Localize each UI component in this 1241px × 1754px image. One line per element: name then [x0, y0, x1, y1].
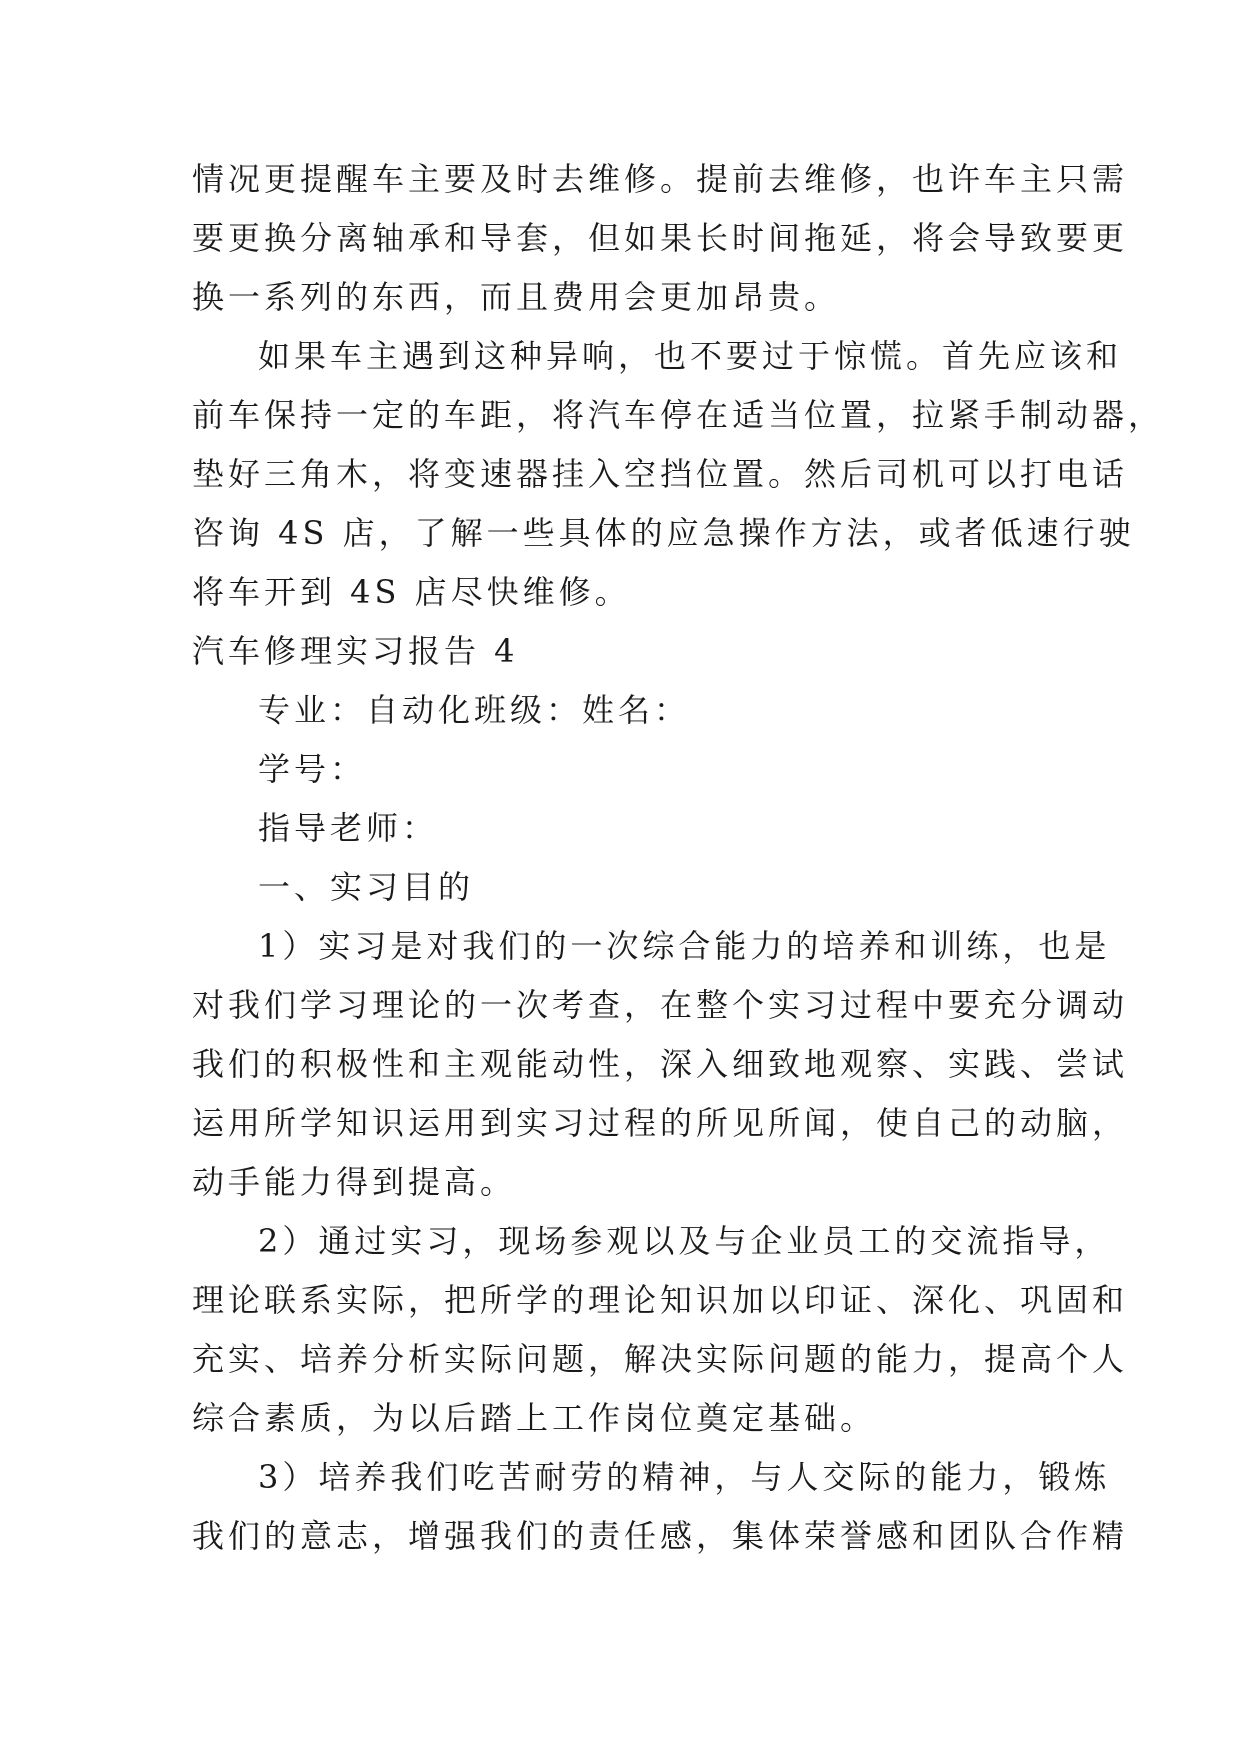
field-line-major: 专业：自动化班级：姓名： [258, 691, 691, 729]
paragraph-line: 2）通过实习，现场参观以及与企业员工的交流指导， [258, 1222, 1111, 1260]
field-line-student-id: 学号： [258, 750, 367, 788]
paragraph-line: 对我们学习理论的一次考查，在整个实习过程中要充分调动 [192, 986, 1129, 1024]
paragraph-line: 充实、培养分析实际问题，解决实际问题的能力，提高个人 [192, 1340, 1129, 1378]
document-body [192, 150, 1165, 1566]
paragraph-line: 综合素质，为以后踏上工作岗位奠定基础。 [192, 1399, 877, 1437]
paragraph-line: 垫好三角木，将变速器挂入空挡位置。然后司机可以打电话 [192, 455, 1129, 493]
paragraph-line: 要更换分离轴承和导套，但如果长时间拖延，将会导致要更 [192, 219, 1129, 257]
paragraph-line: 换一系列的东西，而且费用会更加昂贵。 [192, 278, 841, 316]
paragraph-line: 我们的积极性和主观能动性，深入细致地观察、实践、尝试 [192, 1045, 1129, 1083]
paragraph-line: 情况更提醒车主要及时去维修。提前去维修，也许车主只需 [192, 160, 1129, 198]
field-line-advisor: 指导老师： [258, 809, 439, 847]
paragraph-line: 咨询 4S 店，了解一些具体的应急操作方法，或者低速行驶 [192, 514, 1135, 552]
paragraph-line: 理论联系实际，把所学的理论知识加以印证、深化、巩固和 [192, 1281, 1129, 1319]
paragraph-line: 运用所学知识运用到实习过程的所见所闻，使自己的动脑， [192, 1104, 1129, 1142]
paragraph-line: 动手能力得到提高。 [192, 1163, 517, 1201]
section-title: 汽车修理实习报告 4 [192, 632, 519, 670]
paragraph-line: 1）实习是对我们的一次综合能力的培养和训练，也是 [258, 927, 1111, 965]
paragraph-line: 前车保持一定的车距，将汽车停在适当位置，拉紧手制动器， [192, 396, 1165, 434]
paragraph-line: 将车开到 4S 店尽快维修。 [192, 573, 631, 611]
paragraph-line: 如果车主遇到这种异响，也不要过于惊慌。首先应该和 [258, 337, 1123, 375]
section-heading: 一、实习目的 [258, 868, 475, 906]
paragraph-line: 3）培养我们吃苦耐劳的精神，与人交际的能力，锻炼 [258, 1458, 1111, 1496]
paragraph-line: 我们的意志，增强我们的责任感，集体荣誉感和团队合作精 [192, 1517, 1129, 1555]
